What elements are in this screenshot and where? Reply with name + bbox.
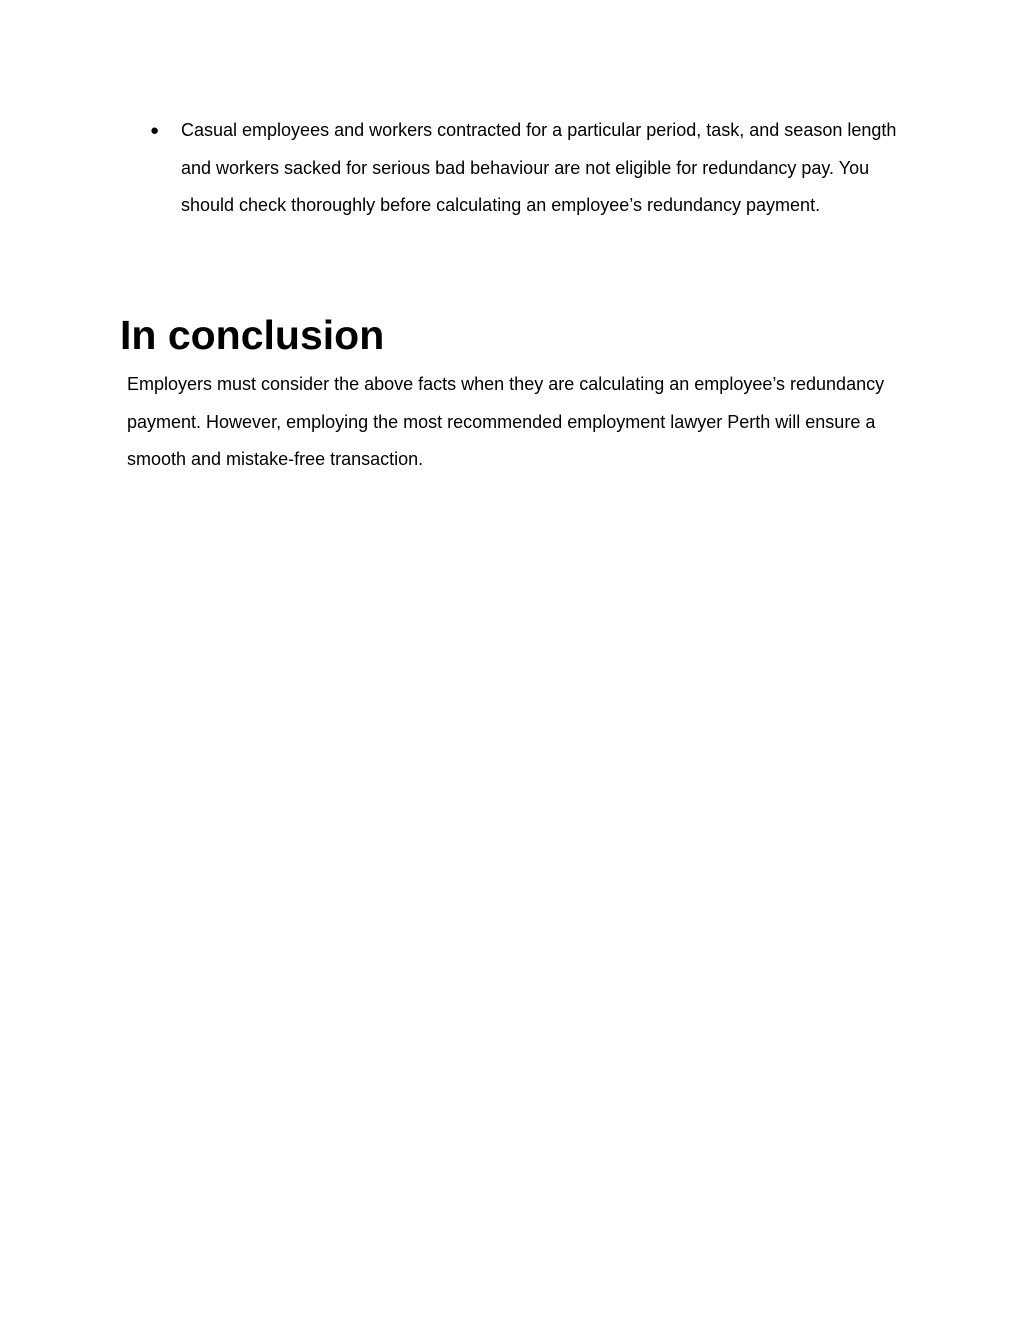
bullet-text: Casual employees and workers contracted for a particular period, task, and season length and workers sacked for serious bad behaviour are not eligible for redundancy pay. You should check thoroughly before calculating an employee’s redundancy payment. [181,120,897,216]
bullet-icon: ● [150,122,160,139]
section-heading: In conclusion [120,312,385,358]
eligibility-bullet-list [150,112,910,225]
list-item [150,112,910,225]
conclusion-paragraph: Employers must consider the above facts when they are calculating an employee’s redundancy payment. However, employing the most recommended employment lawyer Perth will ensure a smooth and mistake-free transaction. [127,374,885,470]
